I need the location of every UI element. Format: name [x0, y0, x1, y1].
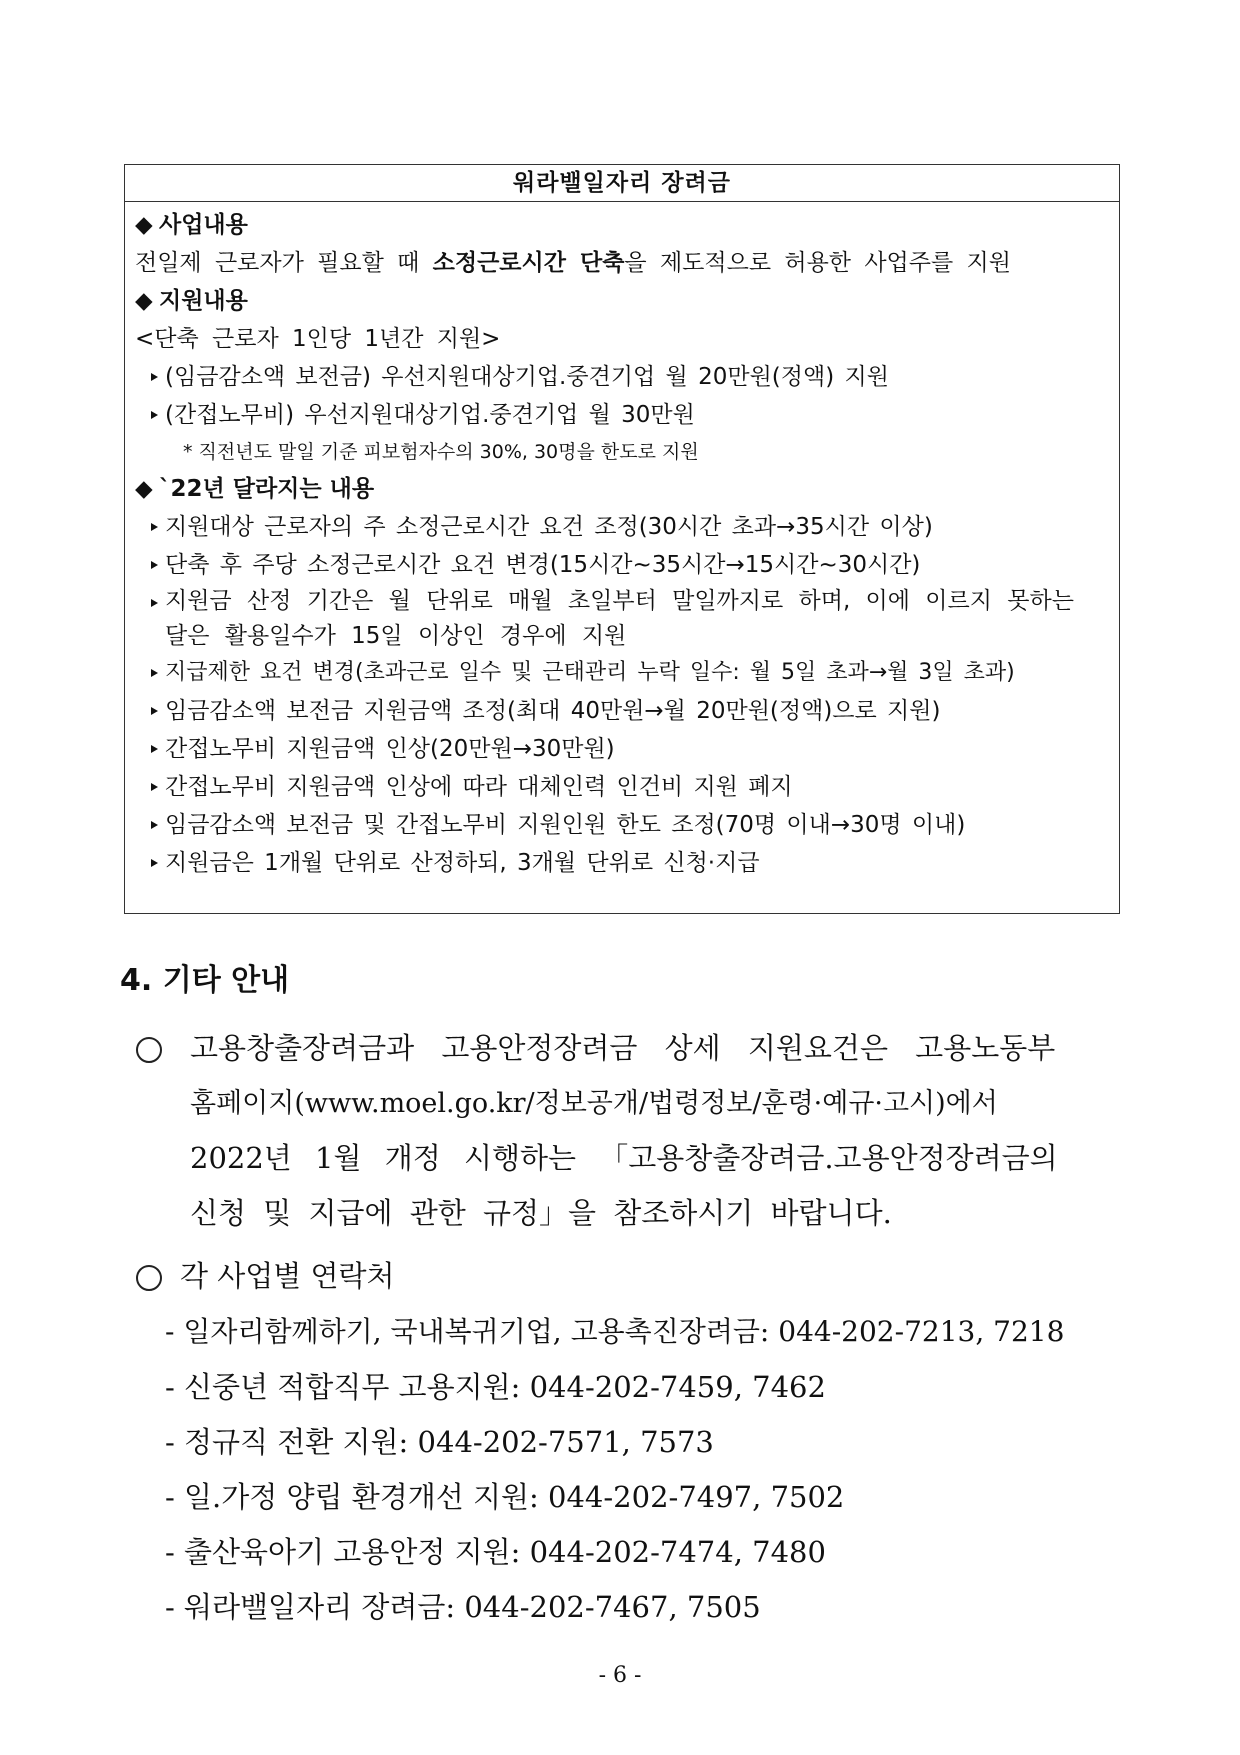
circle-bullet-icon	[136, 1265, 162, 1291]
diamond-icon: ◆	[135, 476, 153, 502]
list-item: 임금감소액 보전금 및 간접노무비 지원인원 한도 조정(70명 이내→30명 이내)	[135, 806, 1109, 844]
contact-item: - 출산육아기 고용안정 지원: 044-202-7474, 7480	[165, 1535, 826, 1569]
section-heading-support: ◆ 지원내용	[135, 282, 1109, 320]
footnote: * 직전년도 말일 기준 피보험자수의 30%, 30명을 한도로 지원	[183, 441, 699, 463]
paragraph-line: 고용창출장려금과 고용안정장려금 상세 지원요건은 고용노동부	[190, 1031, 1056, 1065]
circle-bullet-icon	[136, 1037, 162, 1063]
list-item: 지원금은 1개월 단위로 산정하되, 3개월 단위로 신청·지급	[135, 844, 1109, 882]
paragraph-line: 홈페이지(www.moel.go.kr/정보공개/법령정보/훈령·예규·고시)에서	[190, 1088, 998, 1119]
list-item: 지원금 산정 기간은 월 단위로 매월 초일부터 말일까지로 하며, 이에 이르지 못하는 달은 활용일수가 15일 이상인 경우에 지원	[135, 584, 1109, 654]
list-item: 단축 후 주당 소정근로시간 요건 변경(15시간∼35시간→15시간~30시간)	[135, 546, 1109, 584]
business-description: 전일제 근로자가 필요할 때 소정근로시간 단축을 제도적으로 허용한 사업주를 지원	[135, 250, 1011, 276]
contact-item: - 워라밸일자리 장려금: 044-202-7467, 7505	[165, 1590, 761, 1624]
page-number: - 6 -	[598, 1663, 642, 1688]
diamond-icon: ◆	[135, 288, 153, 314]
section-heading-other: 4. 기타 안내	[120, 963, 290, 998]
paragraph-line: 신청 및 지급에 관한 규정」을 참조하시기 바랍니다.	[190, 1196, 892, 1230]
contact-item: - 일자리함께하기, 국내복귀기업, 고용촉진장려금: 044-202-7213, 7218	[165, 1315, 1065, 1348]
contact-item: - 일.가정 양립 환경개선 지원: 044-202-7497, 7502	[165, 1480, 845, 1514]
list-item: 지원대상 근로자의 주 소정근로시간 요건 조정(30시간 초과→35시간 이상)	[135, 508, 1109, 546]
support-info-box	[124, 164, 1120, 914]
list-item: 간접노무비 지원금액 인상(20만원→30만원)	[135, 730, 1109, 768]
list-item: 임금감소액 보전금 지원금액 조정(최대 40만원→월 20만원(정액)으로 지원)	[135, 692, 1109, 730]
contacts-heading: 각 사업별 연락처	[180, 1259, 395, 1293]
list-item: (간접노무비) 우선지원대상기업.중견기업 월 30만원	[135, 396, 1109, 434]
box-title: 워라밸일자리 장려금	[125, 165, 1119, 202]
list-item: 지급제한 요건 변경(초과근로 일수 및 근태관리 누락 일수: 월 5일 초과→월 3일 초과)	[135, 654, 1109, 692]
list-item: 간접노무비 지원금액 인상에 따라 대체인력 인건비 지원 폐지	[135, 768, 1109, 806]
section-heading-business: ◆ 사업내용	[135, 206, 1109, 244]
paragraph-line: 2022년 1월 개정 시행하는 「고용창출장려금.고용안정장려금의	[190, 1141, 1058, 1175]
contact-item: - 정규직 전환 지원: 044-202-7571, 7573	[165, 1425, 714, 1459]
support-subtitle: <단축 근로자 1인당 1년간 지원>	[135, 326, 501, 352]
diamond-icon: ◆	[135, 212, 153, 238]
section-heading-changes: ◆ `22년 달라지는 내용	[135, 470, 1109, 508]
contact-item: - 신중년 적합직무 고용지원: 044-202-7459, 7462	[165, 1370, 826, 1404]
list-item: (임금감소액 보전금) 우선지원대상기업.중견기업 월 20만원(정액) 지원	[135, 358, 1109, 396]
